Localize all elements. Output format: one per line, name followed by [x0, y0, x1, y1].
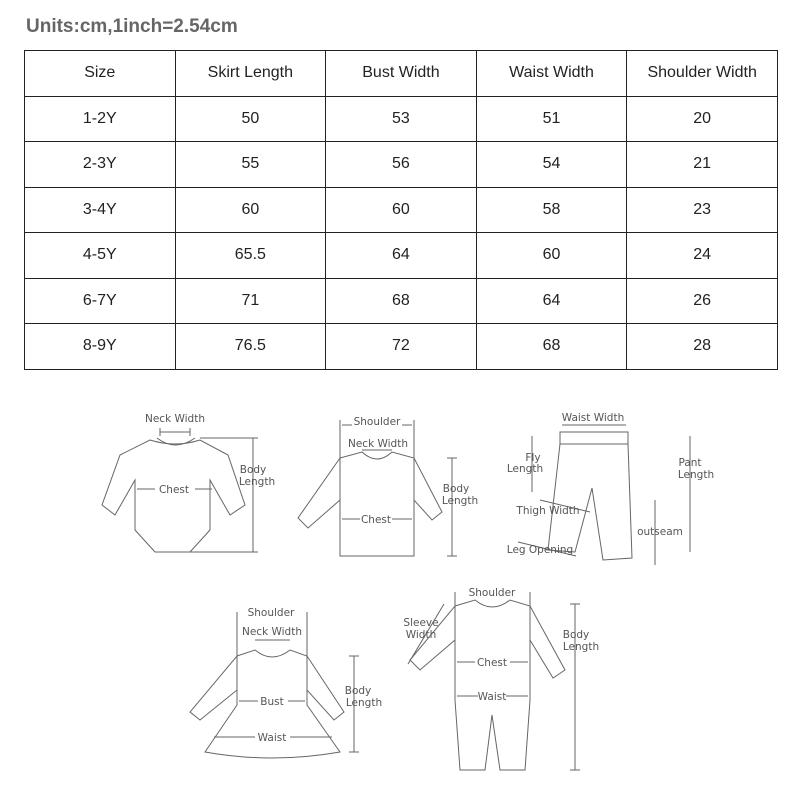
- svg-text:Length: Length: [677, 469, 715, 481]
- table-cell: 54: [476, 142, 627, 188]
- label-body-length: Body: [562, 629, 590, 641]
- table-row: [25, 187, 778, 233]
- table-cell: 4-5Y: [25, 233, 176, 279]
- table-cell: 26: [627, 278, 778, 324]
- table-cell: 8-9Y: [25, 324, 176, 370]
- svg-text:Length: Length: [506, 463, 544, 475]
- table-cell: 60: [476, 233, 627, 279]
- header-waist-width: Waist Width: [476, 51, 627, 97]
- svg-text:Width: Width: [405, 629, 437, 641]
- dress-diagram: [190, 607, 382, 758]
- table-cell: 55: [175, 142, 326, 188]
- label-body-length: Body: [239, 464, 267, 476]
- label-bust: Bust: [260, 696, 284, 708]
- svg-text:Length: Length: [441, 495, 479, 507]
- table-cell: 50: [175, 96, 326, 142]
- table-cell: 71: [175, 278, 326, 324]
- label-shoulder: Shoulder: [353, 416, 401, 428]
- table-row: [25, 324, 778, 370]
- table-cell: 2-3Y: [25, 142, 176, 188]
- size-table: [24, 50, 778, 370]
- label-neck-width: Neck Width: [347, 438, 409, 450]
- label-waist: Waist: [477, 691, 507, 703]
- label-chest: Chest: [476, 657, 508, 669]
- pants-diagram: [507, 412, 714, 565]
- table-cell: 60: [326, 187, 477, 233]
- label-thigh-width: Thigh Width: [516, 505, 580, 517]
- svg-text:Length: Length: [238, 476, 276, 488]
- label-leg-opening: Leg Opening: [506, 544, 574, 556]
- label-body-length: Body: [344, 685, 372, 697]
- table-cell: 72: [326, 324, 477, 370]
- table-row: [25, 96, 778, 142]
- table-cell: 60: [175, 187, 326, 233]
- shirt-diagram: [298, 416, 478, 556]
- table-cell: 1-2Y: [25, 96, 176, 142]
- table-cell: 64: [326, 233, 477, 279]
- svg-text:Length: Length: [345, 697, 383, 709]
- label-waist-width: Waist Width: [561, 412, 625, 424]
- label-chest: Chest: [360, 514, 392, 526]
- units-note: Units:cm,1inch=2.54cm: [26, 16, 238, 37]
- table-cell: 58: [476, 187, 627, 233]
- label-neck-width: Neck Width: [144, 413, 206, 425]
- table-cell: 56: [326, 142, 477, 188]
- romper-diagram: [403, 587, 599, 770]
- table-cell: 24: [627, 233, 778, 279]
- svg-text:Length: Length: [562, 641, 600, 653]
- label-outseam: outseam: [637, 526, 683, 538]
- header-shoulder-width: Shoulder Width: [627, 51, 778, 97]
- table-cell: 68: [476, 324, 627, 370]
- table-cell: 20: [627, 96, 778, 142]
- table-cell: 68: [326, 278, 477, 324]
- header-bust-width: Bust Width: [326, 51, 477, 97]
- label-shoulder: Shoulder: [247, 607, 295, 619]
- table-cell: 28: [627, 324, 778, 370]
- bodysuit-diagram: [102, 413, 275, 552]
- label-fly-length: Fly: [525, 452, 541, 464]
- label-waist: Waist: [257, 732, 287, 744]
- measurement-diagrams: [0, 390, 800, 800]
- table-row: [25, 278, 778, 324]
- label-chest: Chest: [158, 484, 190, 496]
- table-cell: 65.5: [175, 233, 326, 279]
- label-shoulder: Shoulder: [468, 587, 516, 599]
- header-size: Size: [25, 51, 176, 97]
- table-cell: 23: [627, 187, 778, 233]
- table-cell: 21: [627, 142, 778, 188]
- table-cell: 64: [476, 278, 627, 324]
- table-cell: 76.5: [175, 324, 326, 370]
- table-header-row: [25, 51, 778, 97]
- table-cell: 53: [326, 96, 477, 142]
- label-pant-length: Pant: [678, 457, 702, 469]
- table-cell: 51: [476, 96, 627, 142]
- table-cell: 3-4Y: [25, 187, 176, 233]
- header-skirt-length: Skirt Length: [175, 51, 326, 97]
- label-sleeve-width: Sleeve: [403, 617, 439, 629]
- label-body-length: Body: [442, 483, 470, 495]
- table-row: [25, 233, 778, 279]
- label-neck-width: Neck Width: [241, 626, 303, 638]
- table-row: [25, 142, 778, 188]
- table-cell: 6-7Y: [25, 278, 176, 324]
